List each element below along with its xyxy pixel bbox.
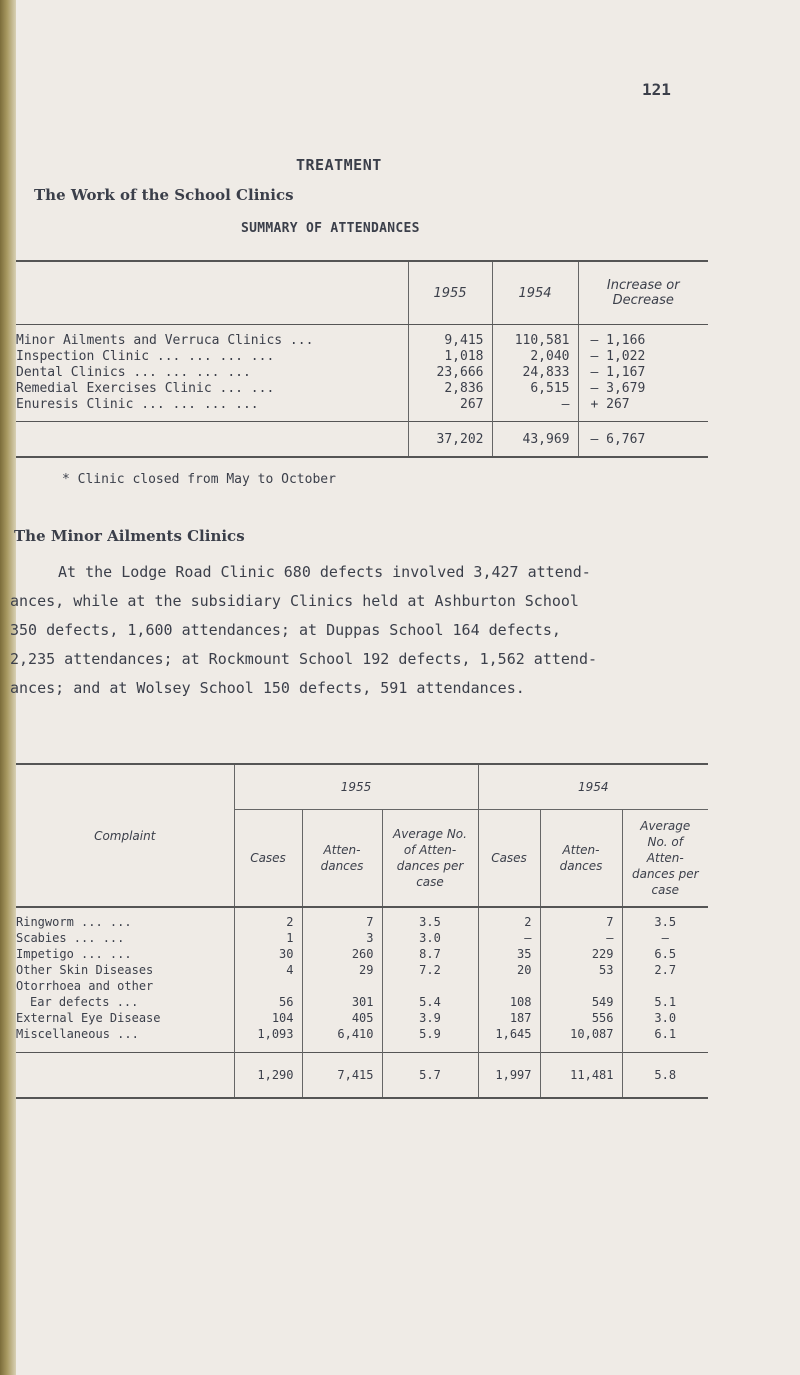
complaint-row xyxy=(16,907,708,930)
average-1954: 3.0 xyxy=(622,1010,708,1026)
attendances-1954: 53 xyxy=(540,962,622,978)
value-change: – 1,022 xyxy=(578,349,708,365)
value-change: + 267 xyxy=(578,397,708,422)
average-1955: 7.2 xyxy=(382,962,478,978)
attendances-1954: – xyxy=(540,930,622,946)
value-change: – 1,167 xyxy=(578,365,708,381)
cases-1954: 187 xyxy=(478,1010,540,1026)
year-1955-header: 1955 xyxy=(234,764,478,810)
total-1955: 37,202 xyxy=(408,422,492,458)
total-cases-1954: 1,997 xyxy=(478,1053,540,1099)
value-1954: 6,515 xyxy=(492,381,578,397)
header-change: Increase or Decrease xyxy=(578,261,708,325)
summary-row xyxy=(16,365,708,381)
value-1955: 2,836 xyxy=(408,381,492,397)
complaint-row xyxy=(16,1010,708,1026)
total-average-1955: 5.7 xyxy=(382,1053,478,1099)
attendances-1954: 556 xyxy=(540,1010,622,1026)
complaint-row xyxy=(16,946,708,962)
minor-ailments-title: The Minor Ailments Clinics xyxy=(14,527,245,545)
average-1954: – xyxy=(622,930,708,946)
summary-row xyxy=(16,381,708,397)
cases-1954: 108 xyxy=(478,994,540,1010)
cases-1955: 4 xyxy=(234,962,302,978)
complaint-name: Miscellaneous ... xyxy=(16,1027,139,1041)
average-header-1955: Average No. of Atten- dances per case xyxy=(382,810,478,908)
cases-1954: 2 xyxy=(478,907,540,930)
header-1954: 1954 xyxy=(492,261,578,325)
average-1954: 5.1 xyxy=(622,994,708,1010)
cases-1954 xyxy=(478,978,540,994)
footnote: * Clinic closed from May to October xyxy=(62,472,336,487)
average-1954: 2.7 xyxy=(622,962,708,978)
value-change: – 3,679 xyxy=(578,381,708,397)
average-1955 xyxy=(382,978,478,994)
summary-title: SUMMARY OF ATTENDANCES xyxy=(241,221,420,236)
average-1954: 6.1 xyxy=(622,1026,708,1053)
average-1954: 3.5 xyxy=(622,907,708,930)
clinic-name: Enuresis Clinic ... ... ... ... xyxy=(16,397,259,412)
attendances-1954: 549 xyxy=(540,994,622,1010)
cases-header-1954: Cases xyxy=(478,810,540,908)
paragraph-line: 350 defects, 1,600 attendances; at Duppas School 164 defects, xyxy=(10,621,561,639)
complaint-row xyxy=(16,978,708,994)
cases-1954: – xyxy=(478,930,540,946)
complaint-total-row xyxy=(16,1053,708,1099)
complaint-name: Ear defects ... xyxy=(30,995,139,1009)
complaint-name: Otorrhoea and other xyxy=(16,979,154,993)
total-change: – 6,767 xyxy=(578,422,708,458)
year-1954-header: 1954 xyxy=(478,764,708,810)
attendances-1955: 405 xyxy=(302,1010,382,1026)
average-1955: 5.4 xyxy=(382,994,478,1010)
value-1954: 24,833 xyxy=(492,365,578,381)
average-header-1954: Average No. of Atten- dances per case xyxy=(622,810,708,908)
complaint-name: Impetigo ... ... xyxy=(16,947,132,961)
average-1955: 8.7 xyxy=(382,946,478,962)
summary-row xyxy=(16,397,708,422)
complaint-row xyxy=(16,930,708,946)
clinic-name: Inspection Clinic ... ... ... ... xyxy=(16,349,275,364)
section-title: The Work of the School Clinics xyxy=(34,186,294,204)
attendances-1955: 6,410 xyxy=(302,1026,382,1053)
value-1955: 9,415 xyxy=(408,325,492,350)
paragraph-line: At the Lodge Road Clinic 680 defects involved 3,427 attend- xyxy=(58,563,591,581)
complaint-row xyxy=(16,1026,708,1053)
page-number: 121 xyxy=(642,80,671,99)
paragraph-line: 2,235 attendances; at Rockmount School 192 defects, 1,562 attend- xyxy=(10,650,597,668)
value-1954: 2,040 xyxy=(492,349,578,365)
total-attendances-1955: 7,415 xyxy=(302,1053,382,1099)
cases-1955: 1 xyxy=(234,930,302,946)
complaint-total-label xyxy=(16,1053,234,1099)
value-1954: 110,581 xyxy=(492,325,578,350)
cases-1955: 2 xyxy=(234,907,302,930)
summary-total-row xyxy=(16,422,708,458)
value-1955: 1,018 xyxy=(408,349,492,365)
attendances-1955: 7 xyxy=(302,907,382,930)
value-1955: 267 xyxy=(408,397,492,422)
attendances-1954: 7 xyxy=(540,907,622,930)
paragraph-line: ances, while at the subsidiary Clinics held at Ashburton School xyxy=(10,592,579,610)
complaint-row xyxy=(16,994,708,1010)
average-1955: 3.0 xyxy=(382,930,478,946)
attendances-1955: 3 xyxy=(302,930,382,946)
clinic-name: Minor Ailments and Verruca Clinics ... xyxy=(16,333,314,348)
total-attendances-1954: 11,481 xyxy=(540,1053,622,1099)
average-1954 xyxy=(622,978,708,994)
cases-header-1955: Cases xyxy=(234,810,302,908)
attendances-1954: 10,087 xyxy=(540,1026,622,1053)
attendances-header-1955: Atten- dances xyxy=(302,810,382,908)
cases-1954: 20 xyxy=(478,962,540,978)
year-header-row xyxy=(16,764,708,810)
attendances-1955: 301 xyxy=(302,994,382,1010)
total-label xyxy=(16,422,408,458)
average-1955: 5.9 xyxy=(382,1026,478,1053)
cases-1955: 1,093 xyxy=(234,1026,302,1053)
minor-ailments-paragraph xyxy=(10,558,650,703)
cases-1955 xyxy=(234,978,302,994)
clinic-name: Remedial Exercises Clinic ... ... xyxy=(16,381,275,396)
attendances-1955: 260 xyxy=(302,946,382,962)
page-heading: TREATMENT xyxy=(296,156,382,174)
total-cases-1955: 1,290 xyxy=(234,1053,302,1099)
cases-1954: 1,645 xyxy=(478,1026,540,1053)
complaint-row xyxy=(16,962,708,978)
value-change: – 1,166 xyxy=(578,325,708,350)
attendances-1954 xyxy=(540,978,622,994)
total-average-1954: 5.8 xyxy=(622,1053,708,1099)
paragraph-line: ances; and at Wolsey School 150 defects, 591 attendances. xyxy=(10,679,525,697)
cases-1955: 56 xyxy=(234,994,302,1010)
average-1955: 3.5 xyxy=(382,907,478,930)
complaint-name: Scabies ... ... xyxy=(16,931,125,945)
header-1955: 1955 xyxy=(408,261,492,325)
summary-table xyxy=(16,260,708,458)
value-1954: – xyxy=(492,397,578,422)
complaint-name: Other Skin Diseases xyxy=(16,963,154,977)
attendances-1955: 29 xyxy=(302,962,382,978)
summary-header-row xyxy=(16,261,708,325)
attendances-header-1954: Atten- dances xyxy=(540,810,622,908)
cases-1955: 104 xyxy=(234,1010,302,1026)
total-1954: 43,969 xyxy=(492,422,578,458)
clinic-name: Dental Clinics ... ... ... ... xyxy=(16,365,251,380)
attendances-1954: 229 xyxy=(540,946,622,962)
summary-row xyxy=(16,349,708,365)
complaint-name: External Eye Disease xyxy=(16,1011,161,1025)
complaint-table xyxy=(16,763,708,1099)
attendances-1955 xyxy=(302,978,382,994)
value-1955: 23,666 xyxy=(408,365,492,381)
complaint-name: Ringworm ... ... xyxy=(16,915,132,929)
cases-1955: 30 xyxy=(234,946,302,962)
complaint-header: Complaint xyxy=(16,764,234,907)
summary-row xyxy=(16,325,708,350)
summary-header-blank xyxy=(16,261,408,325)
cases-1954: 35 xyxy=(478,946,540,962)
average-1954: 6.5 xyxy=(622,946,708,962)
average-1955: 3.9 xyxy=(382,1010,478,1026)
